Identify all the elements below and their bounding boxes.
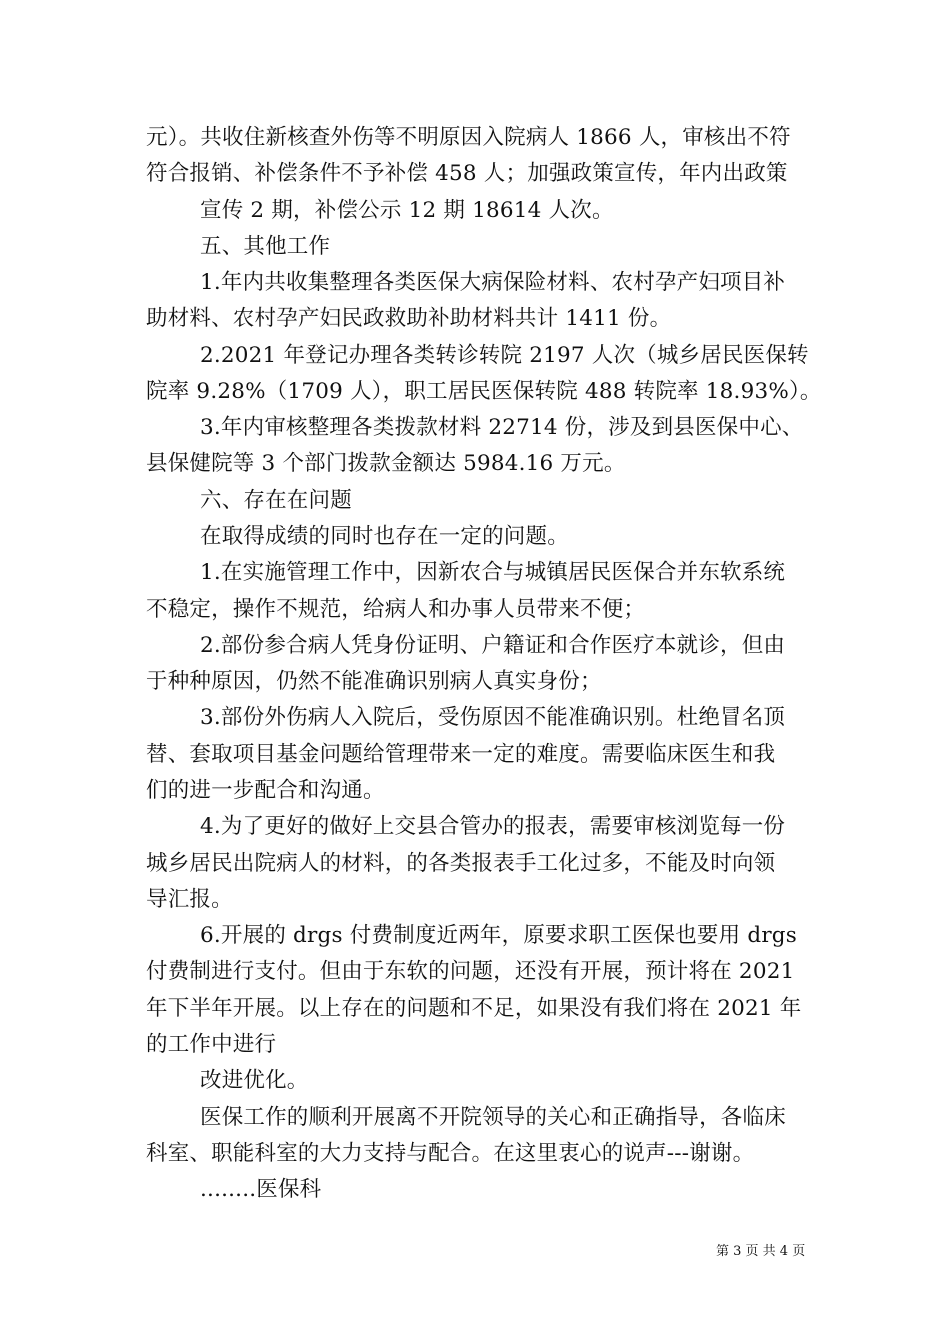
text-line: 6.开展的 drgs 付费制度近两年，原要求职工医保也要用 drgs [200,923,797,948]
text-line: 付费制进行支付。但由于东软的问题，还没有开展，预计将在 2021 [146,959,795,984]
text-line: 2.部份参合病人凭身份证明、户籍证和合作医疗本就诊，但由 [200,633,786,658]
text-line: 于种种原因，仍然不能准确识别病人真实身份； [146,669,602,694]
text-line: 4.为了更好的做好上交县合管办的报表，需要审核浏览每一份 [200,814,786,839]
section-heading: 五、其他工作 [200,234,331,259]
text-line: 城乡居民出院病人的材料，的各类报表手工化过多，不能及时向领 [146,851,776,876]
text-line: 符合报销、补偿条件不予补偿 458 人；加强政策宣传，年内出政策 [146,161,788,186]
text-line: 1.年内共收集整理各类医保大病保险材料、农村孕产妇项目补 [200,270,786,295]
text-line: 改进优化。 [200,1068,309,1093]
text-line: 不稳定，操作不规范，给病人和办事人员带来不便； [146,597,646,622]
text-line: 年下半年开展。以上存在的问题和不足，如果没有我们将在 2021 年 [146,996,802,1021]
text-line: 2.2021 年登记办理各类转诊转院 2197 人次（城乡居民医保转 [200,343,809,368]
section-heading: 六、存在在问题 [200,488,352,513]
text-line: 的工作中进行 [146,1032,277,1057]
signature-line: ........医保科 [200,1177,322,1202]
text-line: 科室、职能科室的大力支持与配合。在这里衷心的说声---谢谢。 [146,1141,755,1166]
text-line: 替、套取项目基金问题给管理带来一定的难度。需要临床医生和我 [146,742,776,767]
text-line: 3.年内审核整理各类拨款材料 22714 份，涉及到县医保中心、 [200,415,804,440]
text-line: 在取得成绩的同时也存在一定的问题。 [200,524,569,549]
text-line: 医保工作的顺利开展离不开院领导的关心和正确指导，各临床 [200,1105,786,1130]
text-line: 导汇报。 [146,887,233,912]
text-line: 1.在实施管理工作中，因新农合与城镇居民医保合并东软系统 [200,560,786,585]
text-line: 宣传 2 期，补偿公示 12 期 18614 人次。 [200,198,614,223]
text-line: 元）。共收住新核查外伤等不明原因入院病人 1866 人，审核出不符 [146,125,791,150]
text-line: 3.部份外伤病人入院后，受伤原因不能准确识别。杜绝冒名顶 [200,705,786,730]
text-line: 院率 9.28%（1709 人），职工居民医保转院 488 转院率 18.93%）。 [146,379,822,404]
page-number-footer: 第 3 页 共 4 页 [716,1244,806,1259]
text-line: 们的进一步配合和沟通。 [146,778,385,803]
text-line: 县保健院等 3 个部门拨款金额达 5984.16 万元。 [146,451,626,476]
text-line: 助材料、农村孕产妇民政救助补助材料共计 1411 份。 [146,306,672,331]
